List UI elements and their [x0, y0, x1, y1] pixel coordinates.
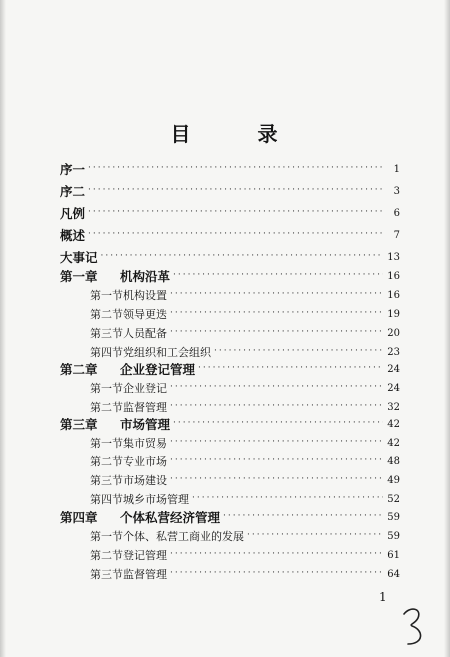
toc-entry[interactable] — [60, 207, 400, 221]
toc-entry[interactable] — [60, 185, 400, 199]
section-title: 机构设置 — [123, 289, 167, 302]
dot-leader — [170, 325, 383, 339]
chapter-number: 第三章 — [60, 417, 98, 432]
toc-entry-page: 23 — [387, 347, 400, 358]
toc-entry-page: 59 — [387, 531, 400, 542]
toc-entry[interactable] — [60, 163, 400, 177]
toc-entry-label: 概述 — [60, 228, 86, 243]
section-title: 城乡市场管理 — [123, 493, 189, 506]
section-title: 企业登记 — [123, 382, 167, 395]
toc-entry-label: 凡例 — [60, 206, 86, 221]
section-title: 党组织和工会组织 — [123, 346, 211, 359]
toc-entry-page: 42 — [387, 419, 400, 430]
dot-leader — [170, 472, 383, 486]
chapter-title: 个体私营经济管理 — [120, 510, 221, 525]
section-number: 第二节 — [90, 455, 123, 468]
toc-entry-page: 7 — [393, 230, 400, 241]
section-number: 第二节 — [90, 549, 123, 562]
section-number: 第一节 — [90, 382, 123, 395]
section-number: 第三节 — [90, 327, 123, 340]
dot-leader — [247, 528, 383, 542]
toc-entry-label: 序一 — [60, 162, 86, 177]
toc-entry-page: 16 — [387, 290, 400, 301]
toc-entry-page: 49 — [387, 475, 400, 486]
section-number: 第二节 — [90, 401, 123, 414]
handwritten-three-mark — [398, 604, 430, 648]
toc-section[interactable] — [60, 308, 400, 322]
toc-entry-page: 42 — [387, 438, 400, 449]
dot-leader — [170, 435, 383, 449]
section-number: 第三节 — [90, 568, 123, 581]
section-title: 集市贸易 — [123, 437, 167, 450]
dot-leader — [88, 205, 383, 219]
toc-entry-page: 32 — [387, 402, 400, 413]
dot-leader — [170, 547, 383, 561]
toc-section[interactable] — [60, 474, 400, 488]
chapter-number: 第四章 — [60, 510, 98, 525]
toc-chapter[interactable] — [60, 511, 400, 525]
toc-entry-page: 19 — [387, 309, 400, 320]
toc-section[interactable] — [60, 289, 400, 303]
toc-entry[interactable] — [60, 251, 400, 265]
toc-section[interactable] — [60, 455, 400, 469]
toc-section[interactable] — [60, 346, 400, 360]
page-title: 目 录 — [170, 122, 308, 146]
scan-shadow-right — [444, 0, 450, 657]
chapter-number: 第二章 — [60, 362, 98, 377]
section-title: 监督管理 — [123, 401, 167, 414]
dot-leader — [223, 509, 383, 523]
toc-section[interactable] — [60, 549, 400, 563]
section-title: 登记管理 — [123, 549, 167, 562]
dot-leader — [170, 287, 383, 301]
page-number: 1 — [379, 590, 387, 604]
dot-leader — [88, 227, 383, 241]
dot-leader — [192, 491, 383, 505]
dot-leader — [170, 306, 383, 320]
dot-leader — [198, 361, 383, 375]
section-number: 第四节 — [90, 493, 123, 506]
dot-leader — [170, 453, 383, 467]
toc-entry-page: 3 — [393, 186, 400, 197]
toc-entry-page: 61 — [387, 550, 400, 561]
chapter-number: 第一章 — [60, 269, 98, 284]
dot-leader — [101, 249, 383, 263]
section-title: 监督管理 — [123, 568, 167, 581]
dot-leader — [173, 416, 383, 430]
section-title: 领导更迭 — [123, 308, 167, 321]
chapter-title: 企业登记管理 — [120, 362, 196, 377]
toc-section[interactable] — [60, 493, 400, 507]
section-title: 专业市场 — [123, 455, 167, 468]
chapter-title: 市场管理 — [120, 417, 171, 432]
toc-entry-page: 16 — [387, 271, 400, 282]
section-number: 第一节 — [90, 530, 123, 543]
toc-section[interactable] — [60, 327, 400, 341]
dot-leader — [170, 399, 383, 413]
toc-entry-page: 59 — [387, 512, 400, 523]
toc-entry-page: 13 — [387, 252, 400, 263]
chapter-title: 机构沿革 — [120, 269, 171, 284]
toc-entry-label: 序二 — [60, 184, 86, 199]
dot-leader — [170, 380, 383, 394]
toc-entry-page: 64 — [387, 569, 400, 580]
toc-entry-page: 24 — [387, 364, 400, 375]
section-number: 第一节 — [90, 289, 123, 302]
section-number: 第一节 — [90, 437, 123, 450]
section-number: 第三节 — [90, 474, 123, 487]
section-number: 第四节 — [90, 346, 123, 359]
toc-chapter[interactable] — [60, 418, 400, 432]
section-title: 个体、私营工商业的发展 — [123, 530, 244, 543]
toc-entry-page: 48 — [387, 456, 400, 467]
dot-leader — [173, 268, 383, 282]
section-number: 第二节 — [90, 308, 123, 321]
scan-shadow-left — [0, 0, 6, 657]
dot-leader — [214, 344, 383, 358]
toc-entry[interactable] — [60, 229, 400, 243]
dot-leader — [88, 161, 383, 175]
toc-section[interactable] — [60, 437, 400, 451]
toc-chapter[interactable] — [60, 363, 400, 377]
dot-leader — [88, 183, 383, 197]
dot-leader — [170, 566, 383, 580]
toc-entry-page: 24 — [387, 383, 400, 394]
toc-entry-page: 52 — [387, 494, 400, 505]
toc-section[interactable] — [60, 401, 400, 415]
toc-chapter[interactable] — [60, 270, 400, 284]
toc-entry-page: 1 — [393, 164, 400, 175]
toc-section[interactable] — [60, 530, 400, 544]
toc-section[interactable] — [60, 382, 400, 396]
toc-entry-label: 大事记 — [60, 250, 98, 265]
section-title: 人员配备 — [123, 327, 167, 340]
section-title: 市场建设 — [123, 474, 167, 487]
toc-section[interactable] — [60, 568, 400, 582]
toc-entry-page: 6 — [393, 208, 400, 219]
toc-entry-page: 20 — [387, 328, 400, 339]
